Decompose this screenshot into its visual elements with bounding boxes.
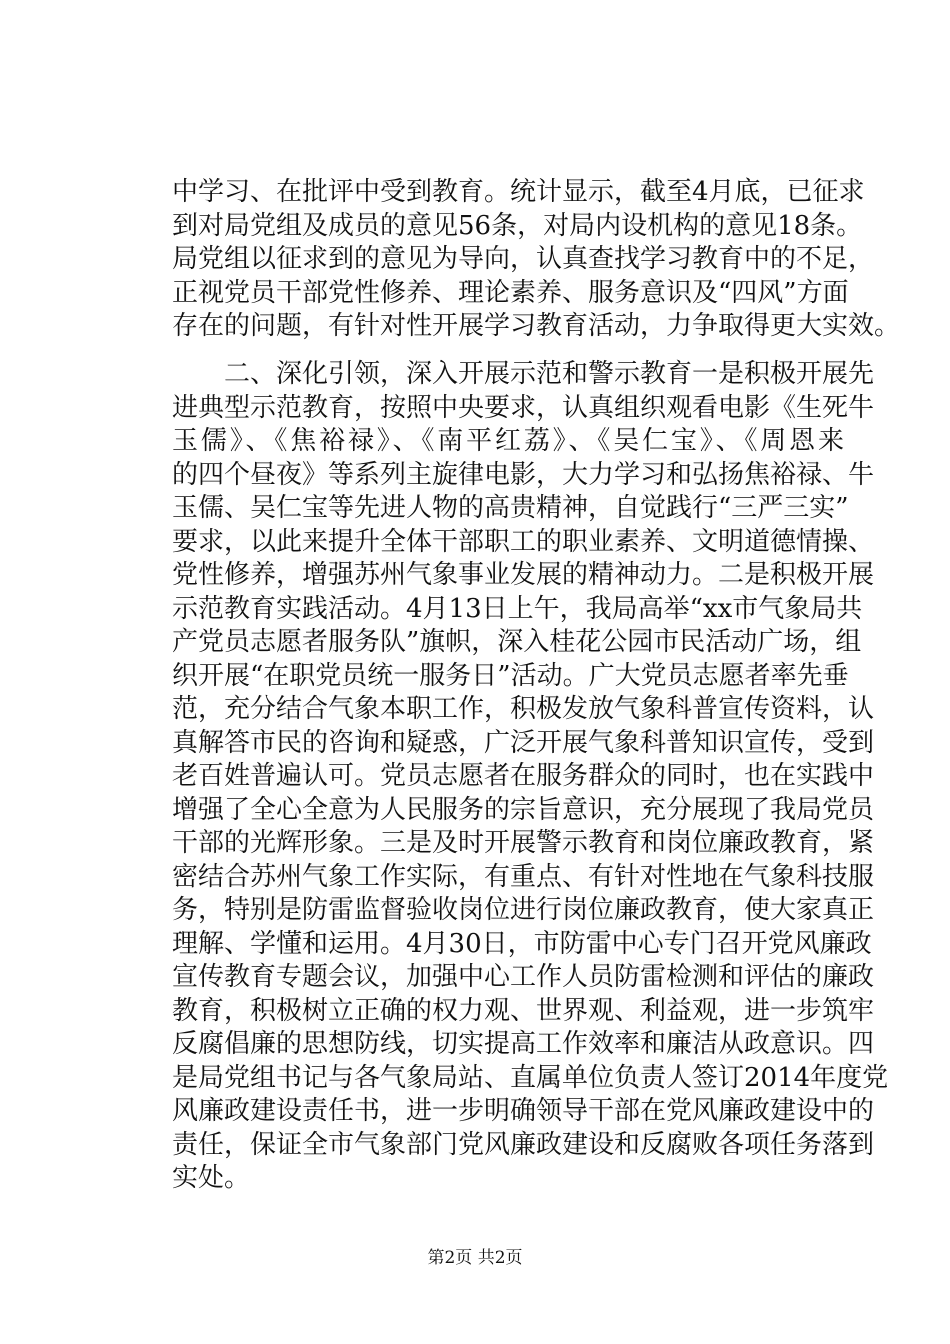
text-line: 存在的问题，有针对性开展学习教育活动，力争取得更大实效。 xyxy=(172,311,901,341)
text-line: 风廉政建设责任书，进一步明确领导干部在党风廉政建设中的 xyxy=(172,1096,875,1126)
text-line: 密结合苏州气象工作实际，有重点、有针对性地在气象科技服 xyxy=(172,861,875,892)
text-line: 理解、学懂和运用。4月30日，市防雷中心专门召开党风廉政 xyxy=(172,928,872,959)
text-line: 正视党员干部党性修养、理论素养、服务意识及“四风”方面 xyxy=(172,277,849,308)
text-line: 玉儒》、《焦裕禄》、《南平红荔》、《吴仁宝》、《周恩来 xyxy=(172,426,844,456)
text-line: 党性修养，增强苏州气象事业发展的精神动力。二是积极开展 xyxy=(172,560,875,590)
text-line: 务，特别是防雷监督验收岗位进行岗位廉政教育，使大家真正 xyxy=(172,895,875,925)
text-line: 宣传教育专题会议，加强中心工作人员防雷检测和评估的廉政 xyxy=(172,962,875,992)
text-line: 责任，保证全市气象部门党风廉政建设和反腐败各项任务落到 xyxy=(172,1129,875,1160)
text-line: 实处。 xyxy=(172,1163,251,1193)
text-line: 织开展“在职党员统一服务日”活动。广大党员志愿者率先垂 xyxy=(172,660,849,691)
text-line: 的四个昼夜》等系列主旋律电影，大力学习和弘扬焦裕禄、牛 xyxy=(172,459,875,490)
text-line: 干部的光辉形象。三是及时开展警示教育和岗位廉政教育，紧 xyxy=(172,828,875,858)
text-line: 是局党组书记与各气象局站、直属单位负责人签订2014年度党 xyxy=(172,1062,889,1093)
text-line: 增强了全心全意为人民服务的宗旨意识，充分展现了我局党员 xyxy=(172,794,875,825)
text-line: 示范教育实践活动。4月13日上午，我局高举“xx市气象局共 xyxy=(172,593,863,624)
paragraph-2 xyxy=(172,358,889,1196)
text-line: 中学习、在批评中受到教育。统计显示，截至4月底，已征求 xyxy=(172,177,865,207)
text-line: 二、深化引领，深入开展示范和警示教育一是积极开展先 xyxy=(172,359,875,389)
text-line: 进典型示范教育，按照中央要求，认真组织观看电影《生死牛 xyxy=(172,392,875,423)
text-line: 局党组以征求到的意见为导向，认真查找学习教育中的不足， xyxy=(172,244,875,274)
paragraph-1 xyxy=(172,176,901,344)
text-line: 老百姓普遍认可。党员志愿者在服务群众的同时，也在实践中 xyxy=(172,761,875,791)
text-line: 真解答市民的咨询和疑惑，广泛开展气象科普知识宣传，受到 xyxy=(172,727,875,758)
page-number-footer: 第2页 共2页 xyxy=(427,1248,523,1268)
text-line: 到对局党组及成员的意见56条，对局内设机构的意见18条。 xyxy=(172,210,863,241)
text-line: 玉儒、吴仁宝等先进人物的高贵精神，自觉践行“三严三实” xyxy=(172,493,849,523)
text-line: 产党员志愿者服务队”旗帜，深入桂花公园市民活动广场，组 xyxy=(172,627,862,657)
text-line: 范，充分结合气象本职工作，积极发放气象科普宣传资料，认 xyxy=(172,694,875,724)
text-line: 反腐倡廉的思想防线，切实提高工作效率和廉洁从政意识。四 xyxy=(172,1029,875,1059)
text-line: 要求，以此来提升全体干部职工的职业素养、文明道德情操、 xyxy=(172,526,875,557)
text-line: 教育，积极树立正确的权力观、世界观、利益观，进一步筑牢 xyxy=(172,995,875,1026)
